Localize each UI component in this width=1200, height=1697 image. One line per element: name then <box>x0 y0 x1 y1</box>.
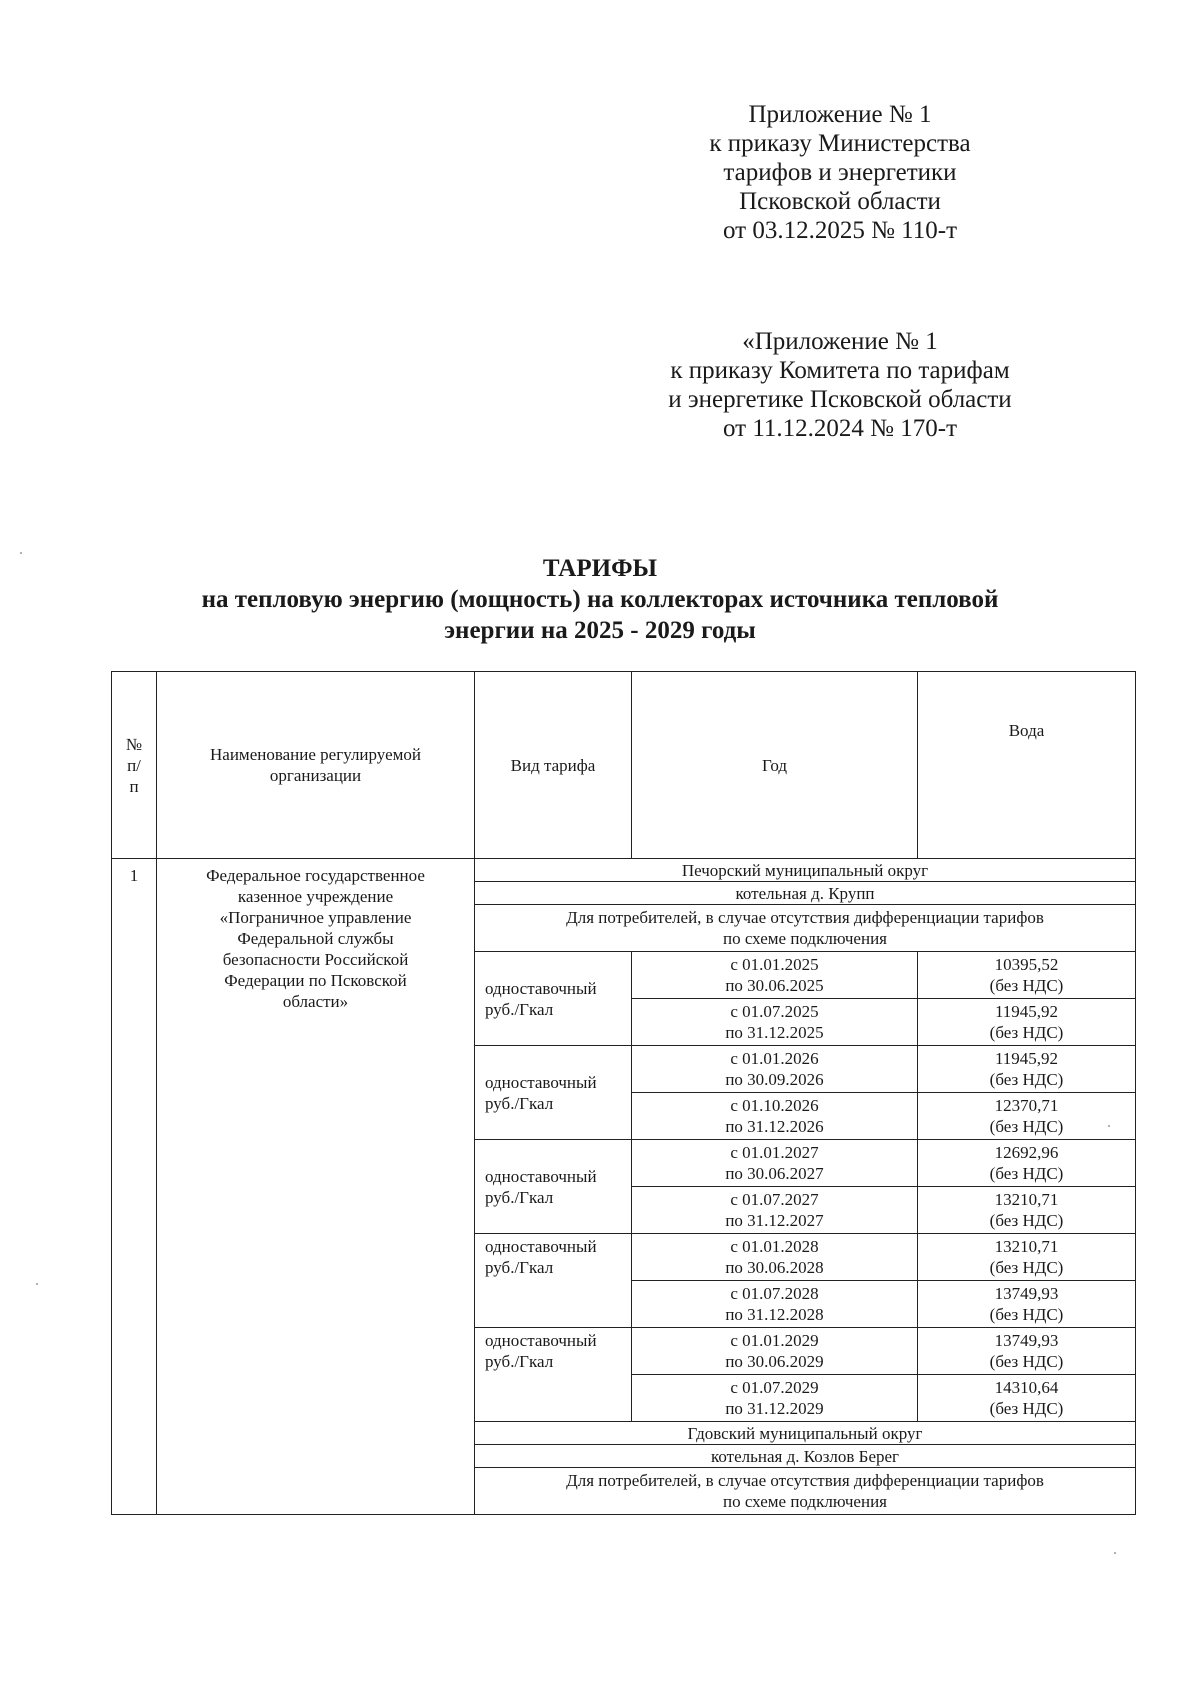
appendix-quote-line: к приказу Комитета по тарифам <box>670 357 1010 384</box>
period-cell: с 01.01.2028 по 30.06.2028 <box>632 1234 918 1281</box>
table-header-row <box>112 672 1136 859</box>
appendix-quote <box>600 327 1080 443</box>
title-line: энергии на 2025 - 2029 годы <box>444 617 756 644</box>
header-num: № п/ п <box>112 672 157 859</box>
header-tariff-type: Вид тарифа <box>475 672 632 859</box>
table-row <box>112 859 1136 882</box>
organization-name: Федеральное государственное казенное учреждение «Пограничное управление Федеральной службы безопасности Российской Федерации по Псковской области» <box>157 859 475 1515</box>
appendix-line: тарифов и энергетики <box>723 159 957 186</box>
consumers-note: Для потребителей, в случае отсутствия дифференциации тарифов по схеме подключения <box>475 905 1136 952</box>
district-name: Гдовский муниципальный округ <box>475 1422 1136 1445</box>
scan-speck <box>36 1283 38 1285</box>
consumers-note: Для потребителей, в случае отсутствия дифференциации тарифов по схеме подключения <box>475 1468 1136 1515</box>
period-cell: с 01.07.2028 по 31.12.2028 <box>632 1281 918 1328</box>
tariff-table <box>111 671 1136 1515</box>
appendix-line: Псковской области <box>739 188 941 215</box>
tariff-value-cell: 13210,71 (без НДС) <box>918 1234 1136 1281</box>
scan-speck <box>1114 1552 1116 1554</box>
header-organization: Наименование регулируемой организации <box>157 672 475 859</box>
tariff-type-cell: одноставочный руб./Гкал <box>475 1328 632 1422</box>
tariff-type-cell: одноставочный руб./Гкал <box>475 1234 632 1328</box>
tariff-value-cell: 14310,64 (без НДС) <box>918 1375 1136 1422</box>
title-line: на тепловую энергию (мощность) на коллекторах источника тепловой <box>201 586 999 613</box>
scan-speck <box>20 552 22 554</box>
tariff-type-cell: одноставочный руб./Гкал <box>475 952 632 1046</box>
row-number: 1 <box>112 859 157 1515</box>
title-main: ТАРИФЫ <box>542 555 658 582</box>
header-year: Год <box>632 672 918 859</box>
tariff-type-cell: одноставочный руб./Гкал <box>475 1046 632 1140</box>
district-name: Печорский муниципальный округ <box>475 859 1136 882</box>
tariff-value-cell: 13749,93 (без НДС) <box>918 1281 1136 1328</box>
tariff-value-cell: 10395,52 (без НДС) <box>918 952 1136 999</box>
tariff-value-cell: 13210,71 (без НДС) <box>918 1187 1136 1234</box>
period-cell: с 01.07.2027 по 31.12.2027 <box>632 1187 918 1234</box>
tariff-value-cell: 11945,92 (без НДС) <box>918 1046 1136 1093</box>
tariff-value-cell: 12692,96 (без НДС) <box>918 1140 1136 1187</box>
period-cell: с 01.01.2029 по 30.06.2029 <box>632 1328 918 1375</box>
appendix-line: Приложение № 1 <box>748 101 932 128</box>
period-cell: с 01.01.2026 по 30.09.2026 <box>632 1046 918 1093</box>
appendix-line: от 03.12.2025 № 110-т <box>722 217 958 244</box>
tariff-value-cell: 11945,92 (без НДС) <box>918 999 1136 1046</box>
period-cell: с 01.07.2025 по 31.12.2025 <box>632 999 918 1046</box>
scan-speck <box>1108 1125 1110 1127</box>
document-title <box>100 553 1100 646</box>
appendix-quote-line: и энергетике Псковской области <box>668 386 1012 413</box>
tariff-value-cell: 13749,93 (без НДС) <box>918 1328 1136 1375</box>
appendix-header <box>600 100 1080 245</box>
period-cell: с 01.10.2026 по 31.12.2026 <box>632 1093 918 1140</box>
header-water: Вода <box>918 672 1136 859</box>
tariff-value-cell: 12370,71 (без НДС) <box>918 1093 1136 1140</box>
appendix-line: к приказу Министерства <box>709 130 971 157</box>
period-cell: с 01.01.2025 по 30.06.2025 <box>632 952 918 999</box>
period-cell: с 01.01.2027 по 30.06.2027 <box>632 1140 918 1187</box>
boiler-name: котельная д. Крупп <box>475 882 1136 905</box>
period-cell: с 01.07.2029 по 31.12.2029 <box>632 1375 918 1422</box>
boiler-name: котельная д. Козлов Берег <box>475 1445 1136 1468</box>
appendix-quote-line: от 11.12.2024 № 170-т <box>722 415 958 442</box>
tariff-type-cell: одноставочный руб./Гкал <box>475 1140 632 1234</box>
appendix-quote-line: «Приложение № 1 <box>742 328 938 355</box>
